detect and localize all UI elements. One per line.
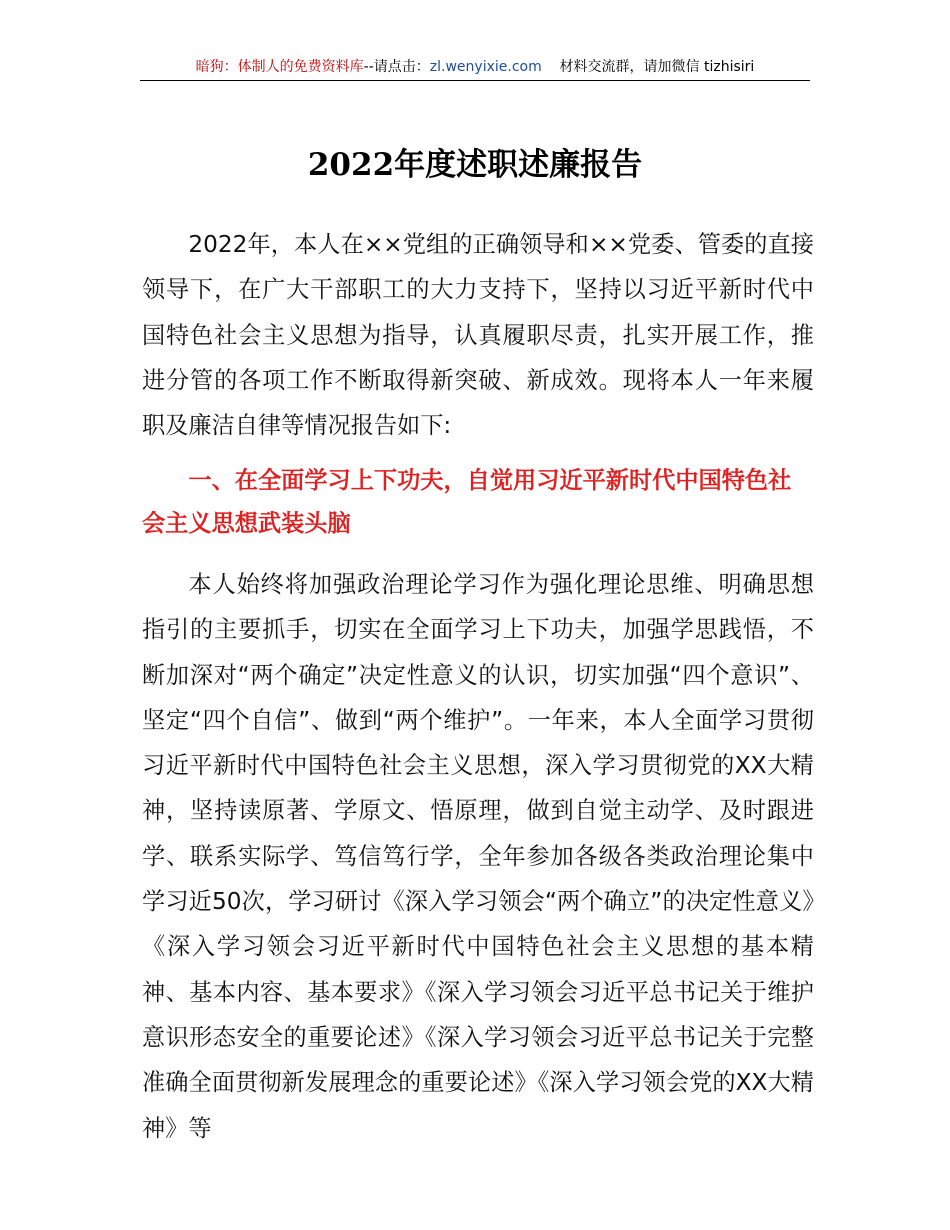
header-brand-text: 暗狗：体制人的免费资料库 [195, 59, 364, 75]
page-header [140, 56, 810, 81]
document-title: 2022年度述职述廉报告 [307, 147, 643, 183]
header-url-link[interactable]: zl.wenyixie.com [429, 59, 542, 75]
section-1-paragraph: 本人始终将加强政治理论学习作为强化理论思维、明确思想指引的主要抓手，切实在全面学习上下功夫，加强学思践悟，不断加深对“两个确定”决定性意义的认识，切实加强“四个意识”、坚定“四个自信”、做到“两个维护”。一年来，本人全面学习贯彻习近平新时代中国特色社会主义思想，深入学习贯彻党的XX大精神，坚持读原著、学原文、悟原理，做到自觉主动学、及时跟进学、联系实际学、笃信笃行学，全年参加各级各类政治理论集中学习近50次，学习研讨《深入学习领会“两个确立”的决定性意义》《深入学习领会习近平新时代中国特色社会主义思想的基本精神、基本内容、基本要求》《深入学习领会习近平总书记关于维护意识形态安全的重要论述》《深入学习领会习近平总书记关于完整准确全面贯彻新发展理念的重要论述》《深入学习领会党的XX大精神》等 [142, 571, 814, 1142]
header-click-text: --请点击： [363, 59, 430, 75]
section-1-heading: 一、在全面学习上下功夫，自觉用习近平新时代中国特色社会主义思想武装头脑 [142, 467, 792, 537]
intro-paragraph: 2022年，本人在××党组的正确领导和××党委、管委的直接领导下，在广大干部职工的大力支持下，坚持以习近平新时代中国特色社会主义思想为指导，认真履职尽责，扎实开展工作，推进分管的各项工作不断取得新突破、新成效。现将本人一年来履职及廉洁自律等情况报告如下: [142, 231, 814, 440]
header-contact-text: 材料交流群，请加微信 tizhisiri [559, 59, 755, 75]
